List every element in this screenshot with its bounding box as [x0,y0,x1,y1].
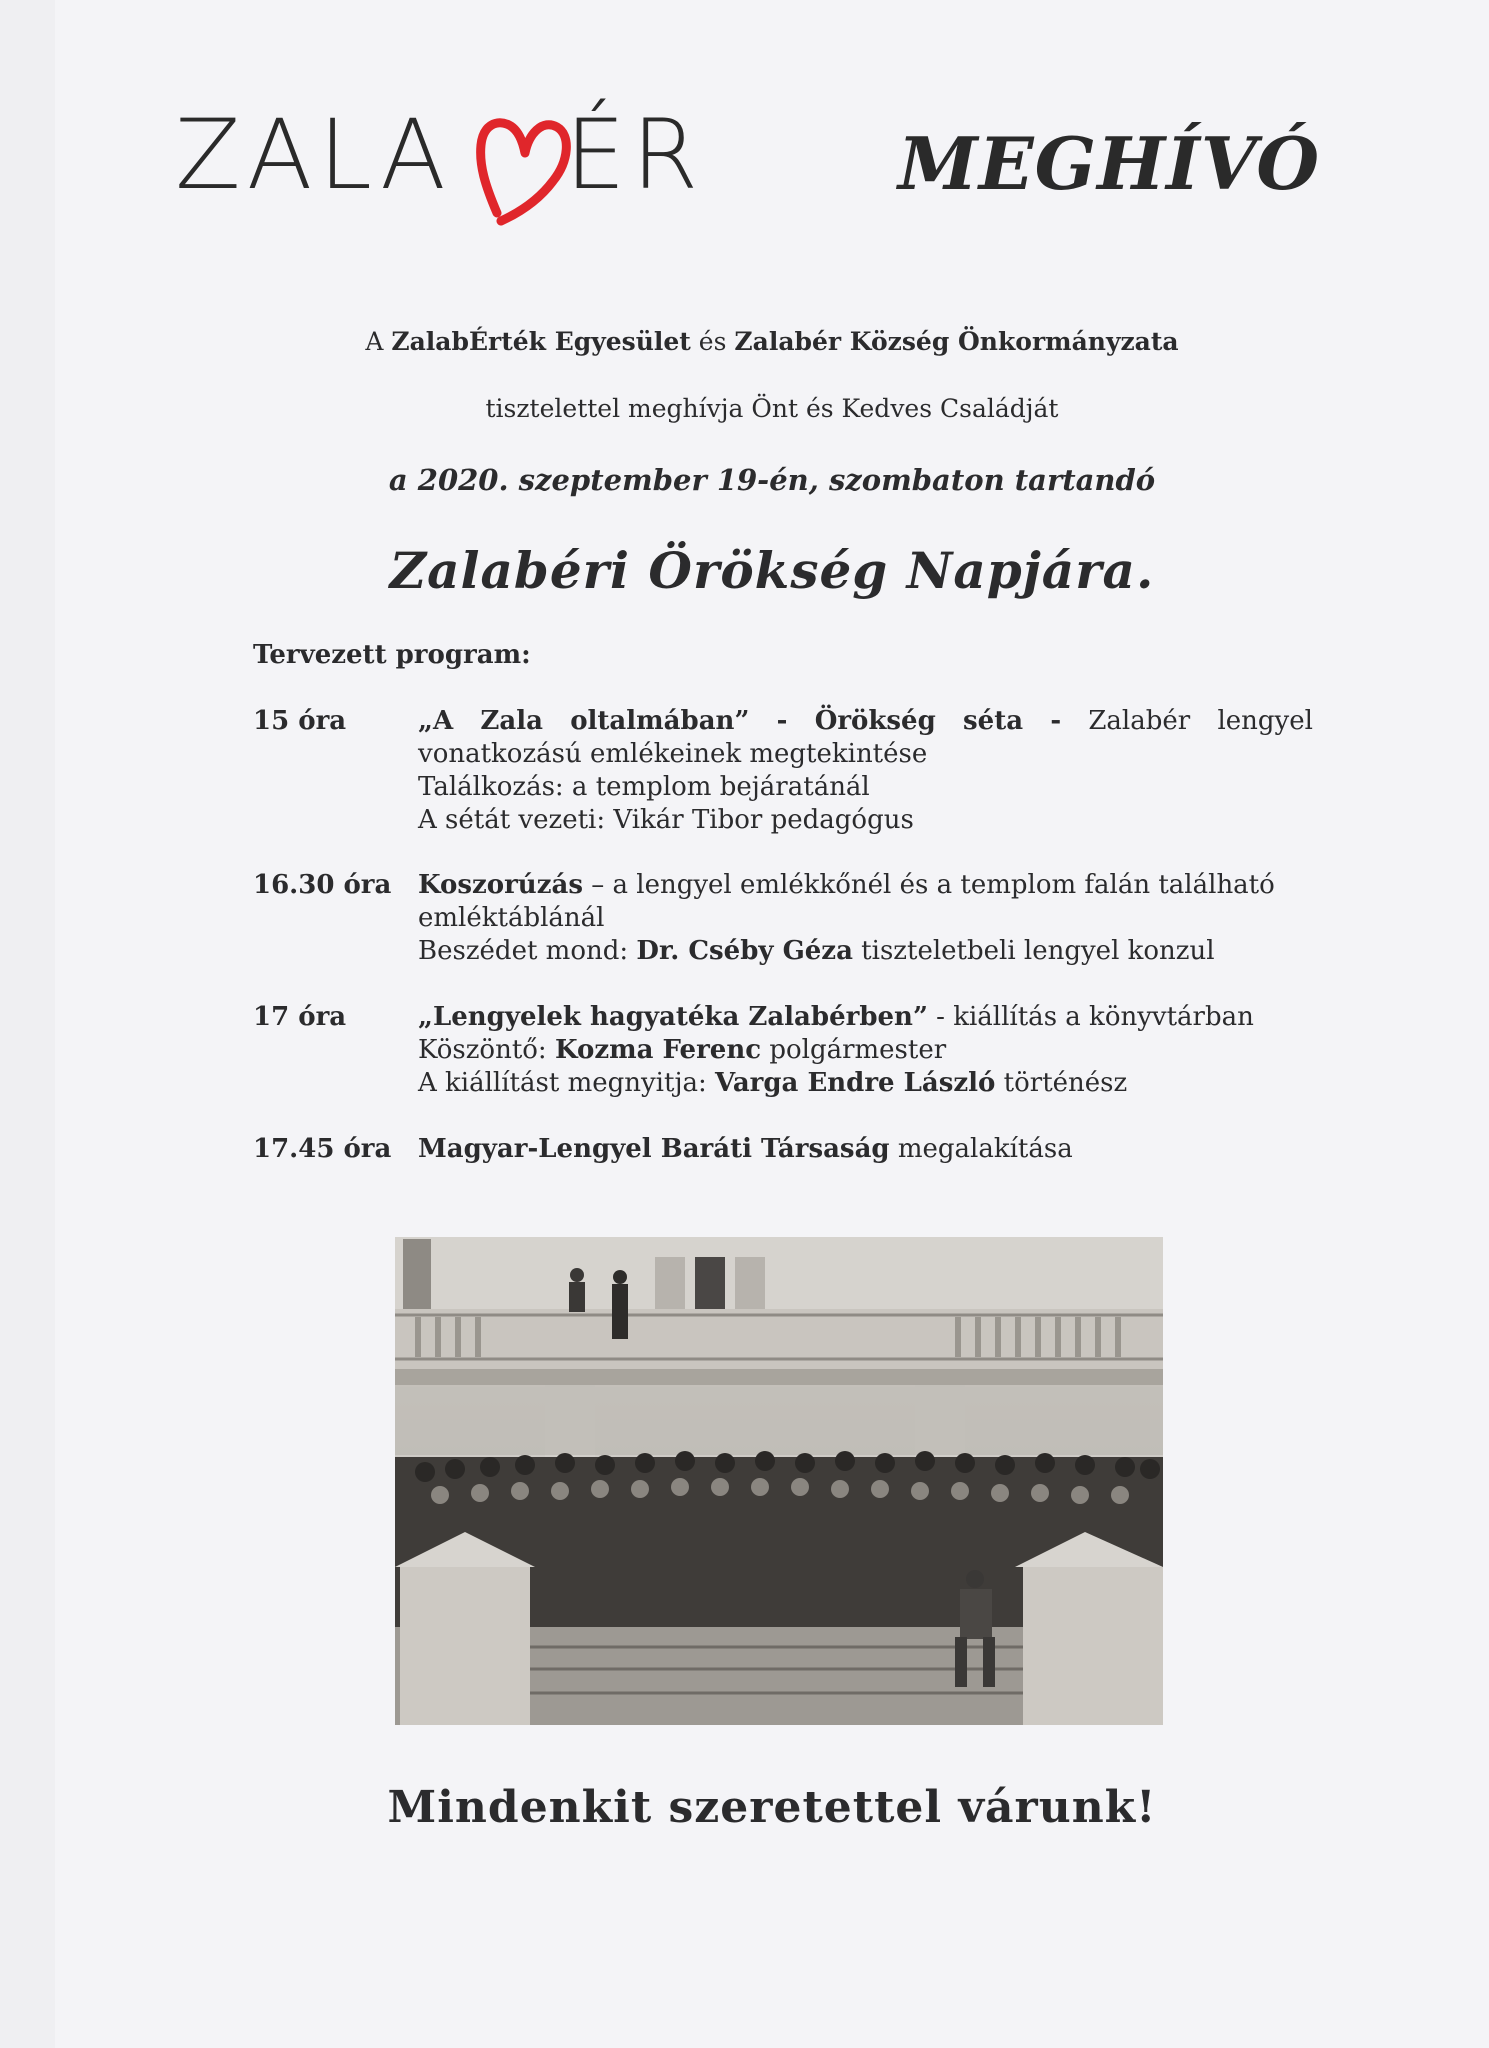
organizer-2: Zalabér Község Önkormányzata [734,327,1179,356]
logo-text-right: ÉR [565,99,705,211]
zalaber-logo [175,95,755,235]
program-time: 15 óra [253,706,347,736]
date-line: a 2020. szeptember 19-én, szombaton tartandó [388,463,1156,497]
program-line: Beszédet mond: Dr. Cséby Géza tiszteletbeli lengyel konzul [418,936,1215,966]
program-time: 17 óra [253,1002,347,1032]
program-line: A kiállítást megnyitja: Varga Endre László történész [418,1068,1128,1098]
program-line: „A Zala oltalmában” - Örökség séta - Zalabér lengyel [418,706,1313,736]
program-line: „Lengyelek hagyatéka Zalabérben” - kiállítás a könyvtárban [418,1002,1254,1032]
program-line: vonatkozású emlékeinek megtekintése [418,739,928,769]
program-time: 17.45 óra [253,1134,392,1164]
heart-icon [475,95,575,235]
program-line: Találkozás: a templom bejáratánál [418,772,870,802]
program-line: Koszorúzás – a lengyel emlékkőnél és a templom falán található [418,870,1275,900]
historic-group-photo [395,1237,1163,1725]
program-line: Magyar-Lengyel Baráti Társaság megalakítása [418,1134,1073,1164]
closing-message: Mindenkit szeretettel várunk! [387,1782,1157,1833]
program-line: A sétát vezeti: Vikár Tibor pedagógus [418,805,914,835]
logo-text-left: ZALA [175,99,452,211]
organizers-line: A ZalabÉrték Egyesület és Zalabér Község Önkormányzata [365,327,1179,356]
invite-line: tisztelettel meghívja Önt és Kedves Családját [485,394,1059,423]
program-time: 16.30 óra [253,870,392,900]
program-line: emléktáblánál [418,903,605,933]
photo-illustration [395,1237,1163,1725]
program-title: Tervezett program: [253,640,531,670]
organizer-1: ZalabÉrték Egyesület [391,327,691,356]
event-name: Zalabéri Örökség Napjára. [389,541,1155,600]
program-line: Köszöntő: Kozma Ferenc polgármester [418,1035,947,1065]
page-title: MEGHÍVÓ [898,121,1321,206]
